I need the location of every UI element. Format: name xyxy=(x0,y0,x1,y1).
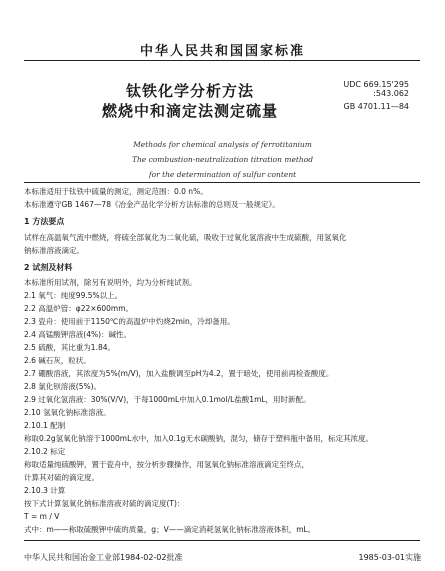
effective-date: 1985-03-01实施 xyxy=(358,553,421,562)
body-line: T = m / V xyxy=(24,512,60,521)
gb-code: GB 4701.11—84 xyxy=(343,102,409,111)
body-line: 2.9 过氧化氢溶液：30%(V/V)，于每1000mL中加入0.1mol/L盐酸1mL，用时新配。 xyxy=(24,395,311,404)
body-line: 2.3 瓷舟：使用前于1150℃的高温炉中灼烧2min，冷却备用。 xyxy=(24,317,235,326)
doc-title-line2: 燃烧中和滴定法测定硫量 xyxy=(101,102,278,120)
doc-title-line1: 钛铁化学分析方法 xyxy=(125,82,254,100)
body-text xyxy=(24,186,420,536)
body-line: 称取0.2g氢氧化钠溶于1000mL水中，加入0.1g无水碳酸钠，混匀，储存于塑料瓶中备用，标定其浓度。 xyxy=(24,434,373,443)
body-line: 计算其对硫的滴定度。 xyxy=(24,473,99,482)
english-title-line1: Methods for chemical analysis of ferrotitanium xyxy=(133,140,312,149)
body-line: 按下式计算氢氧化钠标准溶液对硫的滴定度(T)： xyxy=(24,499,185,508)
body-line: 2.2 高温炉管：φ22×600mm。 xyxy=(24,304,134,313)
body-line: 2.4 高锰酸钾溶液(4%)：碱性。 xyxy=(24,330,132,339)
standard-org-header: 中华人民共和国国家标准 xyxy=(139,44,305,59)
body-line: 本标准遵守GB 1467—78《冶金产品化学分析方法标准的总则及一般规定》。 xyxy=(24,200,280,209)
section-heading: 2 试剂及材料 xyxy=(24,263,73,272)
body-line: 2.1 氧气：纯度99.5%以上。 xyxy=(24,291,123,300)
body-line: 称取适量纯硫酸钾，置于瓷舟中，按分析步骤操作，用氢氧化钠标准溶液滴定至终点， xyxy=(24,460,309,469)
body-line: 2.5 硫酸，其比重为1.84。 xyxy=(24,343,116,352)
footer-rule xyxy=(24,540,420,541)
body-line: 2.10.3 计算 xyxy=(24,486,66,495)
title-rule xyxy=(24,182,420,183)
body-line: 2.7 硼酸溶液，其浓度为5%(m/V)，加入盐酸调至pH为4.2，置于暗处，使用前再检查酸度。 xyxy=(24,369,334,378)
udc-code-2: :543.062 xyxy=(373,89,409,98)
body-line: 2.6 碱石灰，粒状。 xyxy=(24,356,91,365)
english-title-line3: for the determination of sulfur content xyxy=(148,170,297,179)
body-line: 钠标准溶液滴定。 xyxy=(24,246,84,255)
header-rule xyxy=(24,60,420,61)
body-line: 2.10.2 标定 xyxy=(24,447,66,456)
udc-code: UDC 669.15'295 xyxy=(343,80,409,89)
body-line: 2.10.1 配制 xyxy=(24,421,66,430)
body-line: 本标准适用于钛铁中硫量的测定，测定范围：0.0 n%。 xyxy=(24,187,208,196)
body-line: 式中：m——称取硫酸钾中硫的质量，g；V——滴定消耗氢氧化钠标准溶液体积，mL。 xyxy=(24,525,316,534)
body-line: 2.8 氯化钡溶液(5%)。 xyxy=(24,382,102,391)
body-line: 试样在高温氧气流中燃烧，将硫全部氧化为二氧化硫，吸收于过氧化氢溶液中生成硫酸，用氢氧化 xyxy=(24,233,347,242)
body-line: 本标准所用试剂，除另有说明外，均为分析纯试剂。 xyxy=(24,278,197,287)
approval-date: 中华人民共和国冶金工业部1984-02-02批准 xyxy=(24,553,183,562)
body-line: 2.10 氢氧化钠标准溶液。 xyxy=(24,408,111,417)
section-heading: 1 方法要点 xyxy=(24,217,65,226)
english-title-line2: The combustion-neutralization titration method xyxy=(131,155,314,164)
